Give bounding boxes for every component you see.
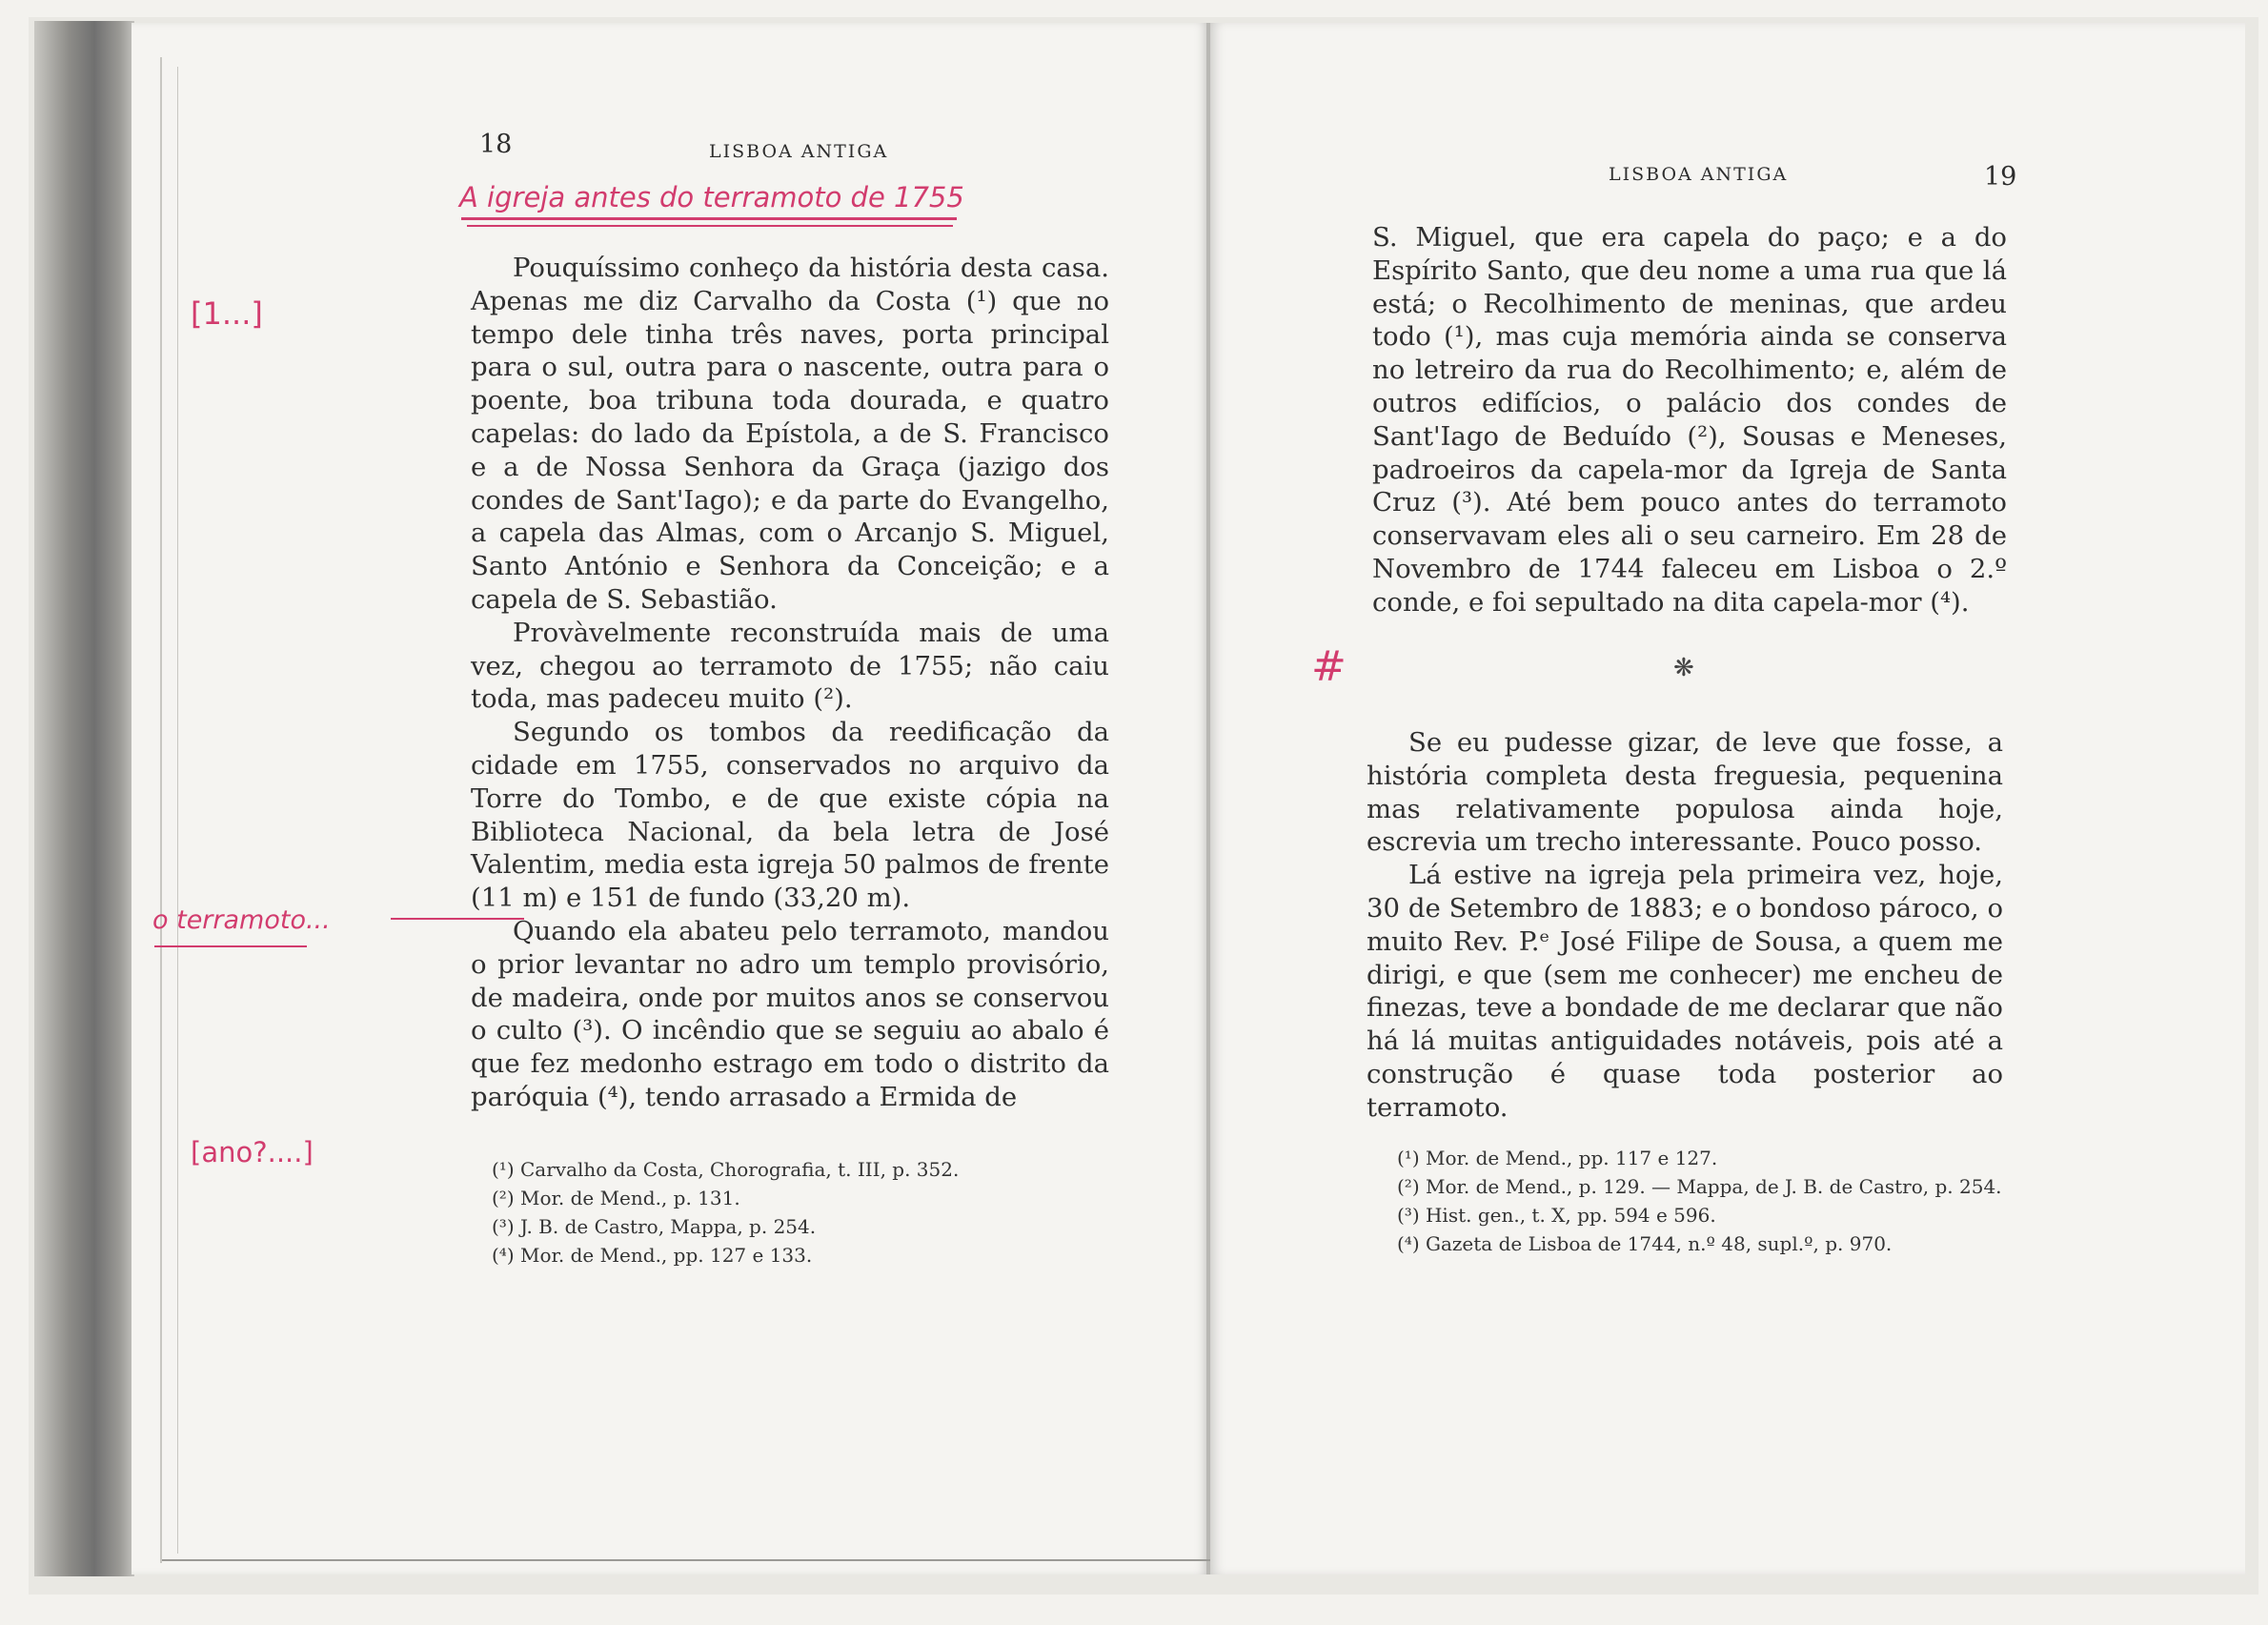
footnote: (²) Mor. de Mend., p. 129. — Mappa, de J. B. de Castro, p. 254. [1397, 1175, 2002, 1198]
margin-note-terramoto: o terramoto... [152, 905, 331, 935]
right-running-head: LISBOA ANTIGA [1609, 164, 1789, 185]
margin-note-ano: [ano?....] [191, 1136, 314, 1168]
frame-line-left [160, 57, 162, 1563]
right-body-text-bottom [1367, 726, 2003, 1125]
page-gutter [1206, 23, 1210, 1574]
right-folio: 19 [1984, 162, 2017, 192]
paragraph: Segundo os tombos da reedificação da cidade em 1755, conservados no arquivo da Torre do Tombo, e de que existe cópia na Biblioteca Nacional, da bela letra de José Valentim, media esta igreja 50 palmos de frente (11 m) e 151 de fundo (33,20 m). [471, 717, 1109, 914]
page-bottom-edge [162, 1559, 1210, 1561]
margin-note-underline [154, 945, 307, 947]
paragraph: Lá estive na igreja pela primeira vez, hoje, 30 de Setembro de 1883; e o bondoso pároco, o muito Rev. P.ᵉ José Filipe de Sousa, a quem me dirigi, e que (sem me conhecer) me encheu de finezas, teve a bondade de me declarar que não há lá muitas antiguidades notáveis, pois até a construção é quase toda posterior ao terramoto. [1367, 860, 2003, 1123]
right-body-text-top [1372, 221, 2007, 620]
frame-line-inner [177, 67, 178, 1554]
paragraph: Quando ela abateu pelo terramoto, mandou o prior levantar no adro um templo provisório, de madeira, onde por muitos anos se conservou o culto (³). O incêndio que se seguiu ao abalo é que fez medonho estrago em todo o distrito da paróquia (⁴), tendo arrasado a Ermida de [471, 915, 1109, 1112]
left-running-head: LISBOA ANTIGA [709, 141, 889, 162]
book-edge-shadow [34, 21, 134, 1576]
left-body-text [471, 252, 1109, 1114]
heading-underline-2 [467, 225, 953, 227]
left-folio: 18 [479, 130, 513, 159]
paragraph: Provàvelmente reconstruída mais de uma vez, chegou ao terramoto de 1755; não caiu toda, mas padeceu muito (²). [471, 617, 1109, 715]
left-footnotes [492, 1155, 1102, 1270]
footnote: (²) Mor. de Mend., p. 131. [492, 1187, 740, 1209]
footnote: (⁴) Mor. de Mend., pp. 127 e 133. [492, 1244, 813, 1267]
paragraph: Pouquíssimo conheço da história desta casa. Apenas me diz Carvalho da Costa (¹) que no tempo dele tinha três naves, porta principal para o sul, outra para o nascente, outra para o poente, boa tribuna toda dourada, e quatro capelas: do lado da Epístola, a de S. Francisco e a de Nossa Senhora da Graça (jazigo dos condes de Sant'Iago); e da parte do Evangelho, a capela das Almas, com o Arcanjo S. Miguel, Santo António e Senhora da Conceição; e a capela de S. Sebastião. [471, 253, 1109, 615]
paragraph: S. Miguel, que era capela do paço; e a do Espírito Santo, que deu nome a uma rua que lá está; o Recolhimento de meninas, que ardeu todo (¹), mas cuja memória ainda se conserva no letreiro da rua do Recolhimento; e, além de outros edifícios, o palácio dos condes de Sant'Iago de Beduído (²), Sousas e Meneses, padroeiros da capela-mor da Igreja de Santa Cruz (³). Até bem pouco antes do terramoto conservavam eles ali o seu carneiro. Em 28 de Novembro de 1744 faleceu em Lisboa o 2.º conde, e foi sepultado na dita capela-mor (⁴). [1372, 222, 2007, 618]
paragraph: Se eu pudesse gizar, de leve que fosse, a história completa desta freguesia, pequenina mas relativamente populosa ainda hoje, escrevia um trecho interessante. Pouco posso. [1367, 727, 2003, 858]
footnote: (¹) Carvalho da Costa, Chorografia, t. III, p. 352. [492, 1158, 960, 1181]
handwritten-heading: A igreja antes do terramoto de 1755 [459, 181, 964, 213]
footnote: (⁴) Gazeta de Lisboa de 1744, n.º 48, supl.º, p. 970. [1397, 1232, 1893, 1255]
footnote: (³) Hist. gen., t. X, pp. 594 e 596. [1397, 1204, 1716, 1227]
right-footnotes [1359, 1144, 2003, 1258]
heading-underline-1 [461, 217, 957, 220]
footnote: (¹) Mor. de Mend., pp. 117 e 127. [1397, 1147, 1718, 1169]
handwritten-hash-mark: # [1311, 642, 1347, 691]
margin-note-1: [1...] [191, 295, 263, 332]
section-separator-ornament: ❋ [1673, 654, 1694, 682]
footnote: (³) J. B. de Castro, Mappa, p. 254. [492, 1215, 817, 1238]
